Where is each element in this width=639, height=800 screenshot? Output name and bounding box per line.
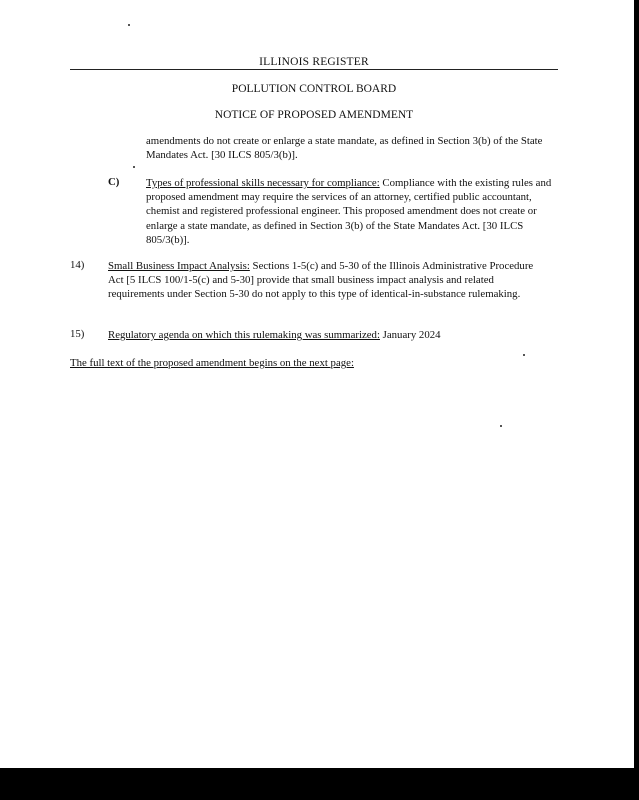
scan-speck	[523, 354, 525, 356]
item-15-body: January 2024	[379, 329, 441, 341]
closing-text: The full text of the proposed amendment begins on the next page:	[70, 357, 354, 369]
item-14-number: 14)	[70, 259, 85, 271]
scan-right-edge	[634, 0, 639, 768]
item-15-number: 15)	[70, 328, 85, 340]
item-15-title: Regulatory agenda on which this rulemaking was summarized:	[108, 329, 380, 341]
item-14-paragraph	[108, 259, 538, 302]
item-15-paragraph	[108, 328, 548, 342]
item-14-title: Small Business Impact Analysis:	[108, 260, 250, 272]
notice-title: NOTICE OF PROPOSED AMENDMENT	[214, 109, 414, 121]
item-c-body: Compliance with the existing rules and proposed amendment may require the services of an attorney, certified public accountant, chemist and registered professional engineer. This proposed amendment does not create or enlarge a state mandate, as defined in Section 3(b) of the State Mandates Act. [30 ILCS 805/3(b)].	[146, 177, 552, 246]
register-title: ILLINOIS REGISTER	[259, 56, 369, 68]
scan-speck	[500, 425, 502, 427]
item-c-paragraph	[146, 176, 558, 247]
item-c-label: C)	[108, 176, 120, 188]
header-rule	[70, 69, 558, 70]
item-c-title: Types of professional skills necessary for compliance:	[146, 177, 380, 189]
scan-speck	[128, 24, 130, 26]
item-14-body: Sections 1-5(c) and 5-30 of the Illinois Administrative Procedure Act [5 ILCS 100/1-5(c) and 5-30] provide that small business impact analysis and related requirements under Section 5-30 do not apply to this type of identical-in-substance rulemaking.	[108, 260, 534, 301]
closing-line	[70, 356, 550, 370]
board-name: POLLUTION CONTROL BOARD	[231, 83, 397, 95]
scan-speck	[133, 166, 135, 168]
scan-bottom-bar	[0, 768, 639, 800]
continuation-paragraph: amendments do not create or enlarge a state mandate, as defined in Section 3(b) of the State Mandates Act. [30 ILCS 805/3(b)].	[146, 135, 543, 162]
